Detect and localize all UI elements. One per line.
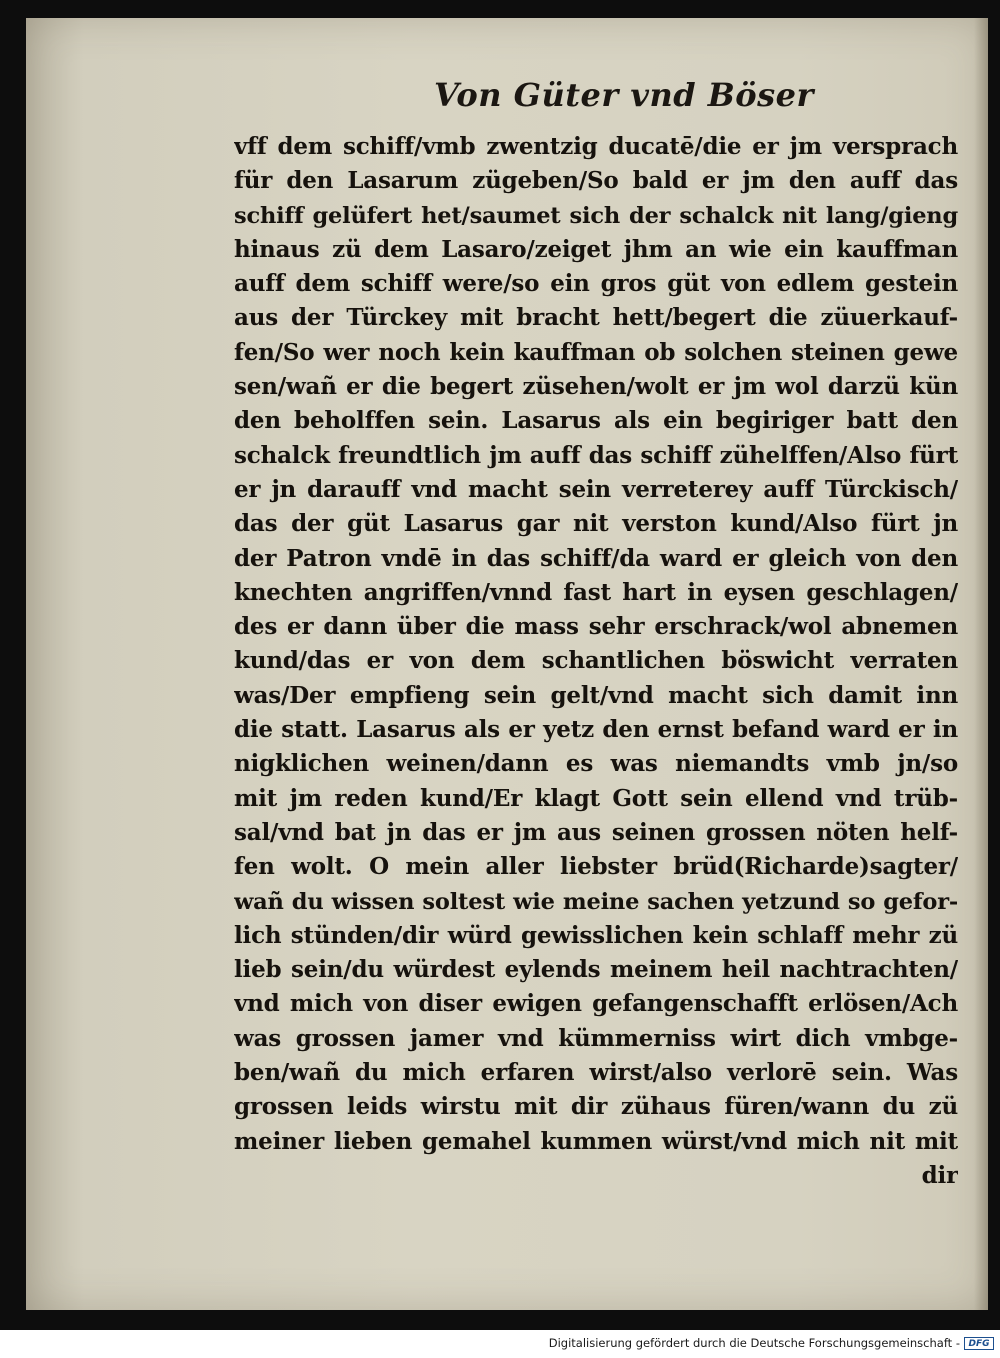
text-line: lieb sein/du würdest eylends meinem heil nachtrachten/ [234, 956, 958, 984]
book-page [26, 18, 988, 1310]
text-line: knechten angriffen/vnnd fast hart in eysen geschlagen/ [234, 578, 958, 606]
text-line: lich stünden/dir würd gewisslichen kein schlaff mehr zü [234, 921, 958, 949]
text-line: meiner lieben gemahel kummen würst/vnd mich nit mit [234, 1127, 958, 1155]
text-line: sal/vnd bat jn das er jm aus seinen grossen nöten helf- [234, 818, 958, 846]
text-line: kund/das er von dem schantlichen böswicht verraten [234, 647, 958, 675]
text-line: nigklichen weinen/dann es was niemandts vmb jn/so [234, 750, 958, 778]
text-line: schiff gelüfert het/saumet sich der schalck nit lang/gieng [234, 202, 958, 229]
text-line: mit jm reden kund/Er klagt Gott sein ellend vnd trüb- [234, 784, 958, 812]
text-line: was grossen jamer vnd kümmerniss wirt dich vmbge- [234, 1024, 958, 1052]
text-line: sen/wañ er die begert züsehen/wolt er jm wol darzü kün [234, 373, 958, 401]
text-line: er jn darauff vnd macht sein verreterey auff Türckisch/ [234, 475, 958, 503]
text-line: des er dann über die mass sehr erschrack/wol abnemen [234, 613, 958, 641]
text-line: den beholffen sein. Lasarus als ein begiriger batt den [234, 407, 958, 435]
running-head: Von Güter vnd Böser [434, 76, 814, 114]
text-line: ben/wañ du mich erfaren wirst/also verlorē sein. Was [234, 1059, 958, 1087]
text-line: fen/So wer noch kein kauffman ob solchen steinen gewe [234, 338, 958, 366]
footer-bar [0, 1330, 1000, 1358]
text-line: wañ du wissen soltest wie meine sachen yetzund so gefor- [234, 888, 958, 915]
text-line: aus der Türckey mit bracht hett/begert die züuerkauf- [234, 304, 958, 332]
text-line: für den Lasarum zügeben/So bald er jm den auff das [234, 167, 958, 195]
text-line: vnd mich von diser ewigen gefangenschafft erlösen/Ach [234, 990, 958, 1018]
funding-credit: Digitalisierung gefördert durch die Deutsche Forschungsgemeinschaft - [548, 1336, 960, 1350]
dfg-logo-icon: DFG [964, 1337, 994, 1350]
text-line: was/Der empfieng sein gelt/vnd macht sich damit inn [234, 681, 958, 709]
text-line: auff dem schiff were/so ein gros güt von edlem gestein [234, 270, 958, 298]
text-line: schalck freundtlich jm auff das schiff zühelffen/Also fürt [234, 441, 958, 469]
catchword: dir [921, 1161, 958, 1189]
text-line: grossen leids wirstu mit dir zühaus füren/wann du zü [234, 1093, 958, 1121]
text-line: das der güt Lasarus gar nit verston kund/Also fürt jn [234, 510, 958, 538]
body-text [234, 130, 958, 1193]
text-line: vff dem schiff/vmb zwentzig ducatē/die er jm versprach [234, 133, 958, 160]
text-line: die statt. Lasarus als er yetz den ernst befand ward er in [234, 716, 958, 744]
text-line: fen wolt. O mein aller liebster brüd(Richarde)sagter/ [234, 853, 958, 881]
text-line: hinaus zü dem Lasaro/zeiget jhm an wie ein kauffman [234, 235, 958, 263]
text-line: der Patron vndē in das schiff/da ward er gleich von den [234, 544, 958, 572]
